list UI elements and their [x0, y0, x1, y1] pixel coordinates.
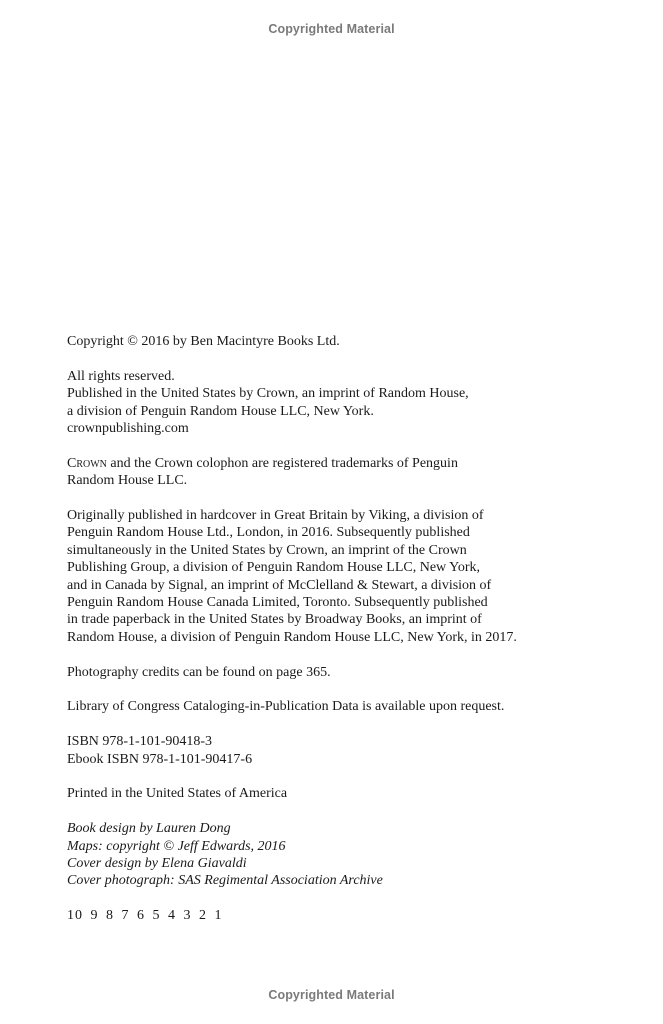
- copyright-line: Copyright © 2016 by Ben Macintyre Books Ltd.: [67, 334, 340, 349]
- cover-photograph-credit: Cover photograph: SAS Regimental Association Archive: [67, 873, 383, 889]
- crown-smallcaps: Crown: [67, 455, 107, 471]
- rights-line: a division of Penguin Random House LLC, New York.: [67, 403, 374, 419]
- copyright-page-content: [67, 333, 627, 942]
- publication-line: Originally published in hardcover in Great Britain by Viking, a division of: [67, 508, 484, 524]
- publication-line: simultaneously in the United States by Crown, an imprint of the Crown: [67, 542, 467, 558]
- publication-line: Penguin Random House Ltd., London, in 2016. Subsequently published: [67, 525, 470, 541]
- trademark-line: Random House LLC.: [67, 473, 188, 489]
- printer-key-line: 10 9 8 7 6 5 4 3 2 1: [67, 908, 223, 924]
- photo-credits-line: Photography credits can be found on page 365.: [67, 664, 331, 680]
- printed-line: Printed in the United States of America: [67, 786, 288, 802]
- copyrighted-material-watermark-top: Copyrighted Material: [268, 22, 395, 36]
- original-publication-paragraph: [67, 507, 627, 646]
- publisher-website: crownpublishing.com: [67, 421, 189, 437]
- book-design-credit: Book design by Lauren Dong: [67, 821, 231, 837]
- publication-line: Penguin Random House Canada Limited, Toronto. Subsequently published: [67, 595, 488, 611]
- print-line-paragraph: [67, 907, 627, 924]
- rights-line: Published in the United States by Crown, an imprint of Random House,: [67, 386, 469, 402]
- trademark-line: [67, 455, 627, 472]
- publication-line: and in Canada by Signal, an imprint of McClelland & Stewart, a division of: [67, 577, 492, 593]
- isbn-paragraph: [67, 733, 627, 768]
- copyright-notice: [67, 333, 627, 350]
- publication-line: Publishing Group, a division of Penguin Random House LLC, New York,: [67, 560, 480, 576]
- cover-design-credit: Cover design by Elena Giavaldi: [67, 856, 247, 872]
- isbn-line: ISBN 978-1-101-90418-3: [67, 734, 213, 750]
- design-credits-paragraph: [67, 820, 627, 890]
- photo-credits-paragraph: [67, 664, 627, 681]
- publication-line: Random House, a division of Penguin Random House LLC, New York, in 2017.: [67, 629, 517, 645]
- cip-paragraph: [67, 698, 627, 715]
- ebook-isbn-line: Ebook ISBN 978-1-101-90417-6: [67, 751, 253, 767]
- trademark-paragraph: [67, 455, 627, 490]
- trademark-text: and the Crown colophon are registered trademarks of Penguin: [106, 455, 458, 471]
- publication-line: in trade paperback in the United States by Broadway Books, an imprint of: [67, 612, 482, 628]
- cip-line: Library of Congress Cataloging-in-Publication Data is available upon request.: [67, 699, 505, 715]
- copyrighted-material-watermark-bottom: Copyrighted Material: [268, 988, 395, 1002]
- printed-paragraph: [67, 785, 627, 802]
- rights-paragraph: [67, 368, 627, 438]
- maps-credit: Maps: copyright © Jeff Edwards, 2016: [67, 838, 286, 854]
- rights-line: All rights reserved.: [67, 368, 175, 384]
